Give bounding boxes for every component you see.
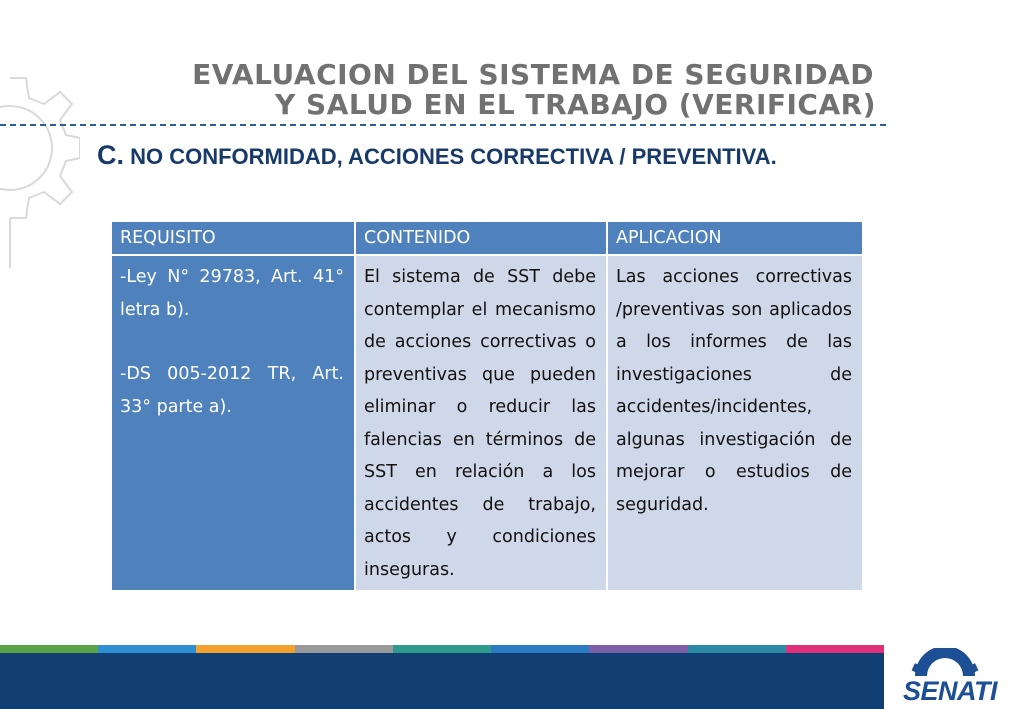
strip-segment [688,645,786,653]
strip-segment [589,645,687,653]
subtitle-text: NO CONFORMIDAD, ACCIONES CORRECTIVA / PREVENTIVA. [124,144,777,169]
requisito-item-1: -Ley N° 29783, Art. 41° letra b). [120,267,344,320]
section-subtitle [97,140,777,171]
strip-segment [196,645,294,653]
strip-segment [98,645,196,653]
cell-requisito [111,255,355,591]
subtitle-letter: C. [97,140,124,170]
footer-color-strip [0,645,884,653]
table-header-row [111,221,863,255]
dotted-divider [0,124,886,126]
logo-text: SENATI [903,676,998,706]
footer-band [0,653,884,709]
table-row [111,255,863,591]
cell-contenido: El sistema de SST debe contemplar el mecanismo de acciones correctivas o preventivas que pueden eliminar o reducir las falencias en términos de SST en relación a los accidentes de trabajo, actos y condiciones inseguras. [355,255,607,591]
header-aplicacion: APLICACION [607,221,863,255]
page-title [0,60,876,120]
header-requisito: REQUISITO [111,221,355,255]
strip-segment [0,645,98,653]
strip-segment [786,645,884,653]
header-contenido: CONTENIDO [355,221,607,255]
strip-segment [393,645,491,653]
title-line-1: EVALUACION DEL SISTEMA DE SEGURIDAD [192,58,874,91]
requisito-item-2: -DS 005-2012 TR, Art. 33° parte a). [120,364,344,417]
strip-segment [491,645,589,653]
strip-segment [295,645,393,653]
title-line-2: Y SALUD EN EL TRABAJO (VERIFICAR) [275,88,876,121]
cell-aplicacion: Las acciones correctivas /preventivas son aplicados a los informes de las investigaciones de accidentes/incidentes, algunas investigación de mejorar o estudios de seguridad. [607,255,863,591]
requirements-table [110,220,864,592]
spacer [120,326,344,358]
